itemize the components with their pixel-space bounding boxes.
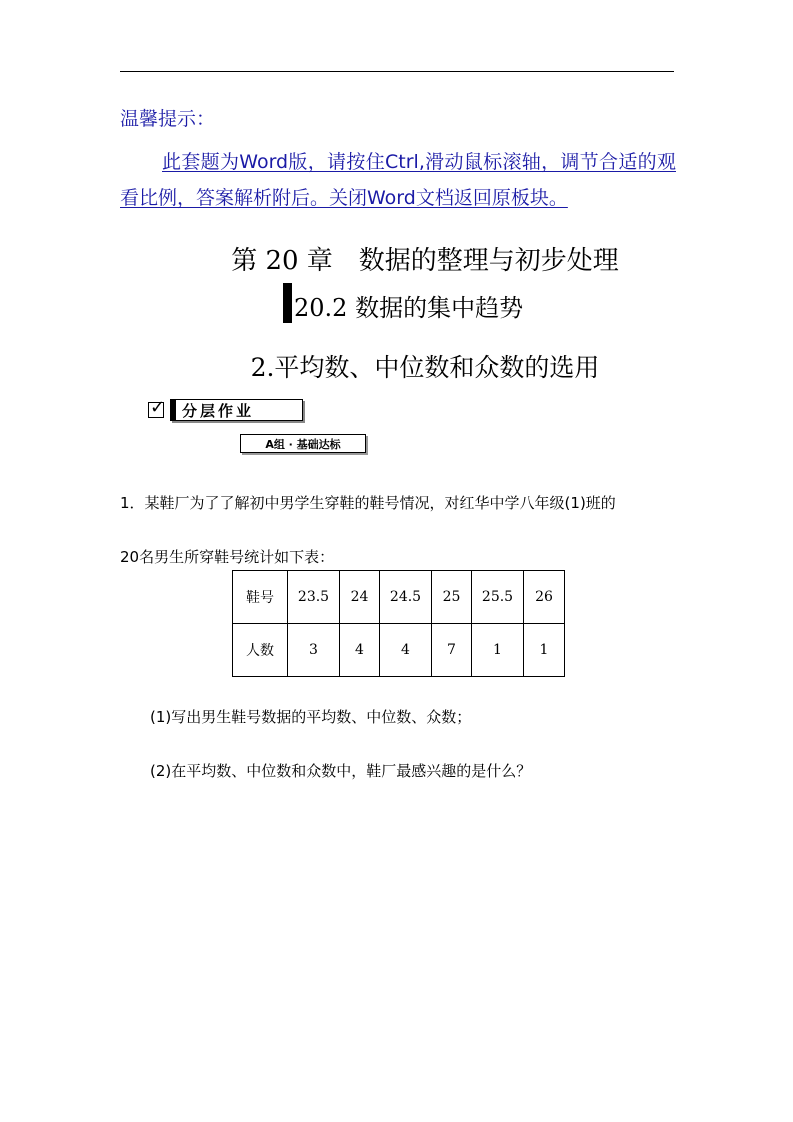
count-cell: 4 bbox=[340, 624, 380, 677]
size-cell: 25.5 bbox=[472, 571, 524, 624]
shoe-size-table bbox=[232, 570, 565, 677]
question-2: (2)在平均数、中位数和众数中，鞋厂最感兴趣的是什么？ bbox=[150, 762, 532, 780]
checkbox-icon bbox=[148, 397, 166, 418]
size-cell: 24.5 bbox=[380, 571, 432, 624]
problem-1-line-2: 20名男生所穿鞋号统计如下表： bbox=[120, 548, 335, 566]
section-bar bbox=[283, 283, 292, 323]
row-header-size: 鞋号 bbox=[233, 571, 288, 624]
group-label: A组 · 基础达标 bbox=[240, 434, 366, 453]
section-heading bbox=[283, 283, 523, 323]
count-cell: 7 bbox=[432, 624, 472, 677]
lesson-title: 2.平均数、中位数和众数的选用 bbox=[250, 353, 600, 382]
header-rule bbox=[120, 71, 674, 72]
count-cell: 1 bbox=[524, 624, 565, 677]
table-row bbox=[233, 571, 565, 624]
table-row bbox=[233, 624, 565, 677]
count-cell: 1 bbox=[472, 624, 524, 677]
count-cell: 4 bbox=[380, 624, 432, 677]
tier-heading bbox=[148, 399, 303, 421]
section-title: 20.2 数据的集中趋势 bbox=[294, 294, 524, 322]
problem-1-line-1: 1．某鞋厂为了了解初中男学生穿鞋的鞋号情况，对红华中学八年级(1)班的 bbox=[120, 494, 616, 512]
check-icon: ✓ bbox=[150, 397, 166, 418]
size-cell: 23.5 bbox=[288, 571, 340, 624]
row-header-count: 人数 bbox=[233, 624, 288, 677]
tip-body[interactable]: 此套题为Word版，请按住Ctrl,滑动鼠标滚轴，调节合适的观看比例，答案解析附后。关闭Word文档返回原板块。 bbox=[120, 151, 676, 209]
tier-banner: 分层作业 bbox=[170, 399, 303, 421]
question-1: (1)写出男生鞋号数据的平均数、中位数、众数； bbox=[150, 708, 472, 726]
chapter-title: 第 20 章 数据的整理与初步处理 bbox=[231, 246, 619, 276]
size-cell: 26 bbox=[524, 571, 565, 624]
count-cell: 3 bbox=[288, 624, 340, 677]
size-cell: 24 bbox=[340, 571, 380, 624]
size-cell: 25 bbox=[432, 571, 472, 624]
tip-title: 温馨提示： bbox=[120, 108, 216, 130]
